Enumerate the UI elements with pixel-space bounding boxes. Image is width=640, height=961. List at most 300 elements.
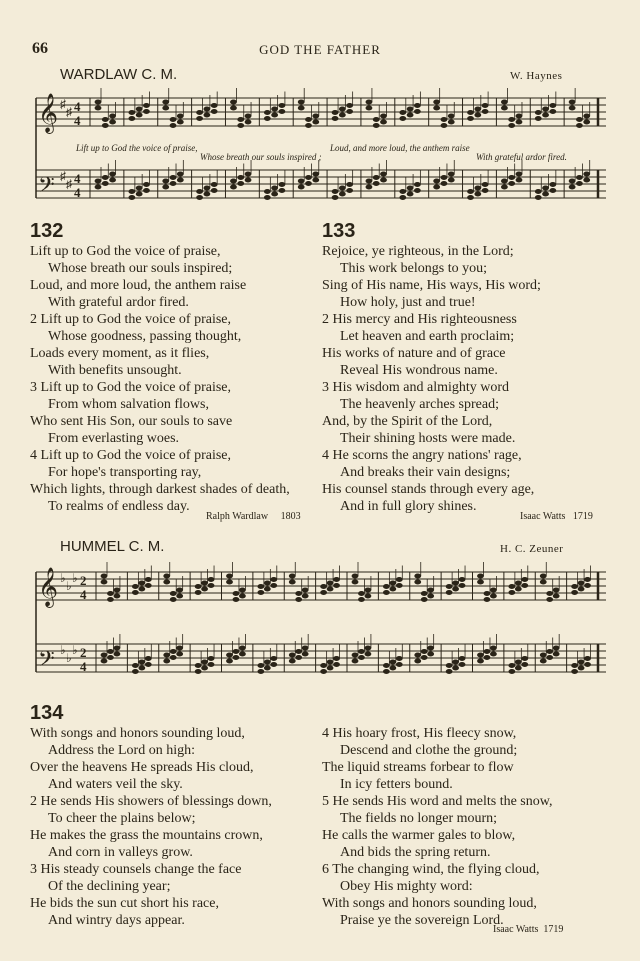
note-head [490, 588, 497, 593]
note-head [170, 181, 177, 186]
note-head [320, 663, 327, 668]
verse-line: Reveal His wondrous name. [340, 363, 498, 378]
note-head [535, 116, 542, 121]
note-head [279, 188, 286, 193]
note-head [102, 175, 109, 180]
note-head [396, 662, 403, 667]
verse-line: He bids the sun cut short his race, [30, 896, 219, 911]
note-head [421, 649, 428, 654]
verse-line: With songs and honors sounding loud, [322, 896, 537, 911]
staff-lyric-left: Lift up to God the voice of praise, [76, 143, 198, 153]
note-head [571, 590, 578, 595]
note-head [366, 179, 373, 184]
time-signature-bottom: 4 [80, 659, 87, 674]
note-head [490, 652, 497, 657]
note-head [339, 192, 346, 197]
note-head [583, 114, 590, 119]
note-head [163, 574, 170, 579]
note-head [407, 192, 414, 197]
note-head [132, 584, 139, 589]
note-head [264, 581, 271, 586]
note-head [128, 195, 135, 200]
verse-line: And waters veil the sky. [48, 777, 183, 792]
note-head [145, 577, 152, 582]
verse-line: 6 The changing wind, the flying cloud, [322, 862, 540, 877]
flat-icon: ♭ [60, 643, 66, 657]
note-head [305, 175, 312, 180]
time-signature-top: 2 [80, 573, 87, 588]
verse-line: His works of nature and of grace [322, 346, 506, 361]
note-head [327, 666, 334, 671]
note-head [414, 580, 421, 585]
note-head [542, 186, 549, 191]
verse-line: Address the Lord on high: [48, 743, 195, 758]
note-head [114, 652, 121, 657]
sharp-icon: ♯ [60, 169, 66, 183]
note-head [576, 181, 583, 186]
note-head [583, 120, 590, 125]
note-head [138, 660, 145, 665]
note-head [521, 583, 528, 588]
note-head [302, 652, 309, 657]
note-head [407, 113, 414, 118]
note-head [298, 179, 305, 184]
note-head [546, 649, 553, 654]
flat-icon: ♭ [72, 643, 78, 657]
note-head [584, 662, 591, 667]
note-head [203, 186, 210, 191]
note-head [327, 581, 334, 586]
verse-line: And in full glory shines. [340, 499, 477, 514]
note-head [414, 109, 421, 114]
note-head [226, 659, 233, 664]
note-head [373, 117, 380, 122]
staff-lyric-mid-a: Loud, and more loud, the anthem raise [330, 143, 470, 153]
note-head [433, 106, 440, 111]
note-head [358, 597, 365, 602]
time-signature-top: 2 [80, 645, 87, 660]
note-head [162, 179, 169, 184]
note-head [542, 113, 549, 118]
note-head [467, 189, 474, 194]
note-head [535, 195, 542, 200]
hymn-134-verses-right [322, 725, 552, 929]
note-head [195, 663, 202, 668]
note-head [264, 666, 271, 671]
note-head [467, 195, 474, 200]
note-head [396, 583, 403, 588]
note-head [264, 660, 271, 665]
note-head [279, 182, 286, 187]
flat-icon: ♭ [66, 651, 72, 665]
note-head [203, 113, 210, 118]
note-head [501, 106, 508, 111]
note-head [271, 107, 278, 112]
verse-line: 4 Lift up to God the voice of praise, [30, 448, 232, 463]
note-head [549, 182, 556, 187]
note-head [195, 590, 202, 595]
note-head [346, 188, 353, 193]
note-head [333, 577, 340, 582]
note-head [448, 120, 455, 125]
verse-line: To cheer the plains below; [48, 811, 196, 826]
note-head [578, 587, 585, 592]
note-head [373, 175, 380, 180]
note-head [107, 649, 114, 654]
note-head [289, 659, 296, 664]
note-head [257, 590, 264, 595]
verse-line: Lift up to God the voice of praise, [30, 244, 221, 259]
note-head [95, 100, 102, 105]
note-head [542, 192, 549, 197]
note-head [414, 653, 421, 658]
note-head [245, 120, 252, 125]
note-head [366, 106, 373, 111]
note-head [365, 588, 372, 593]
note-head [339, 113, 346, 118]
note-head [230, 179, 237, 184]
note-head [414, 103, 421, 108]
music-score-hummel [30, 560, 610, 695]
note-head [109, 120, 116, 125]
note-head [305, 117, 312, 122]
note-head [271, 113, 278, 118]
verse-line: 3 His wisdom and almighty word [322, 380, 510, 395]
note-head [320, 590, 327, 595]
note-head [540, 653, 547, 658]
note-head [208, 577, 215, 582]
sharp-icon: ♯ [60, 97, 66, 111]
note-head [208, 656, 215, 661]
note-head [136, 113, 143, 118]
note-head [201, 660, 208, 665]
note-head [407, 186, 414, 191]
note-head [501, 100, 508, 105]
note-head [298, 106, 305, 111]
verse-line: With grateful ardor fired. [48, 295, 189, 310]
note-head [170, 117, 177, 122]
note-head [414, 574, 421, 579]
note-head [373, 123, 380, 128]
note-head [515, 581, 522, 586]
note-head [399, 116, 406, 121]
note-head [516, 120, 523, 125]
note-head [102, 117, 109, 122]
note-head [177, 178, 184, 183]
note-head [132, 663, 139, 668]
note-head [569, 106, 576, 111]
note-head [576, 123, 583, 128]
note-head [239, 594, 246, 599]
note-head [446, 663, 453, 668]
note-head [380, 114, 387, 119]
time-signature-top: 4 [74, 171, 81, 186]
note-head [163, 659, 170, 664]
note-head [373, 181, 380, 186]
note-head [295, 597, 302, 602]
note-head [145, 583, 152, 588]
verse-line: 3 Lift up to God the voice of praise, [30, 380, 232, 395]
note-head [196, 195, 203, 200]
note-head [239, 652, 246, 657]
verse-line: With benefits unsought. [48, 363, 182, 378]
note-head [358, 649, 365, 654]
note-head [535, 189, 542, 194]
verse-line: 4 He scorns the angry nations' rage, [322, 448, 522, 463]
note-head [346, 182, 353, 187]
note-head [102, 123, 109, 128]
note-head [237, 117, 244, 122]
note-head [312, 172, 319, 177]
note-head [339, 107, 346, 112]
note-head [195, 584, 202, 589]
note-head [474, 107, 481, 112]
note-head [226, 574, 233, 579]
note-head [482, 109, 489, 114]
flat-icon: ♭ [60, 571, 66, 585]
note-head [101, 580, 108, 585]
note-head [346, 109, 353, 114]
note-head [549, 103, 556, 108]
note-head [302, 646, 309, 651]
composer-zeuner: H. C. Zeuner [500, 543, 564, 555]
verse-line: Their shining hosts were made. [340, 431, 516, 446]
note-head [230, 100, 237, 105]
verse-line: Loads every moment, as it flies, [30, 346, 210, 361]
note-head [521, 577, 528, 582]
note-head [501, 185, 508, 190]
verse-line: And wintry days appear. [48, 913, 185, 928]
note-head [162, 106, 169, 111]
note-head [365, 652, 372, 657]
note-head [162, 100, 169, 105]
note-head [177, 120, 184, 125]
note-head [477, 574, 484, 579]
note-head [312, 114, 319, 119]
note-head [501, 179, 508, 184]
note-head [102, 181, 109, 186]
note-head [482, 188, 489, 193]
note-head [508, 181, 515, 186]
verse-line: And bids the spring return. [340, 845, 491, 860]
note-head [196, 110, 203, 115]
note-head [448, 172, 455, 177]
note-head [484, 649, 491, 654]
note-head [279, 109, 286, 114]
note-head [295, 591, 302, 596]
running-head: GOD THE FATHER [259, 42, 381, 57]
note-head [107, 591, 114, 596]
note-head [289, 653, 296, 658]
note-head [553, 652, 560, 657]
verse-line: He calls the warmer gales to blow, [322, 828, 516, 843]
note-head [138, 587, 145, 592]
note-head [327, 660, 334, 665]
verse-line: Which lights, through darkest shades of death, [30, 482, 290, 497]
note-head [107, 597, 114, 602]
note-head [477, 580, 484, 585]
note-head [482, 103, 489, 108]
note-head [101, 574, 108, 579]
verse-line: Praise ye the sovereign Lord. [340, 913, 504, 928]
note-head [195, 669, 202, 674]
note-head [508, 175, 515, 180]
note-head [584, 577, 591, 582]
note-head [508, 117, 515, 122]
note-head [484, 655, 491, 660]
note-head [352, 580, 359, 585]
note-head [569, 100, 576, 105]
note-head [177, 172, 184, 177]
note-head [270, 583, 277, 588]
note-head [421, 591, 428, 596]
note-head [441, 117, 448, 122]
verse-line: And corn in valleys grow. [48, 845, 193, 860]
note-head [237, 123, 244, 128]
note-head [407, 107, 414, 112]
note-head [312, 178, 319, 183]
note-head [521, 656, 528, 661]
note-head [508, 590, 515, 595]
note-head [414, 182, 421, 187]
note-head [446, 669, 453, 674]
bass-clef-icon: 𝄢 [38, 173, 55, 203]
note-head [448, 114, 455, 119]
note-head [346, 103, 353, 108]
note-head [427, 646, 434, 651]
note-head [264, 195, 271, 200]
note-head [576, 117, 583, 122]
note-head [452, 581, 459, 586]
note-head [170, 649, 177, 654]
note-head [441, 181, 448, 186]
note-head [508, 669, 515, 674]
note-head [138, 666, 145, 671]
note-head [380, 172, 387, 177]
note-head [389, 587, 396, 592]
note-head [230, 185, 237, 190]
verse-line: Rejoice, ye righteous, in the Lord; [322, 244, 514, 259]
hymn-number-133: 133 [322, 220, 356, 242]
note-head [389, 666, 396, 671]
note-head [270, 577, 277, 582]
note-head [427, 594, 434, 599]
note-head [230, 106, 237, 111]
verse-line: From everlasting woes. [48, 431, 180, 446]
note-head [365, 594, 372, 599]
note-head [239, 588, 246, 593]
note-head [459, 583, 466, 588]
note-head [474, 113, 481, 118]
note-head [583, 172, 590, 177]
tune-name-wardlaw: WARDLAW C. M. [60, 66, 178, 83]
note-head [95, 106, 102, 111]
note-head [162, 185, 169, 190]
note-head [546, 591, 553, 596]
verse-line: Whose goodness, passing thought, [48, 329, 242, 344]
note-head [143, 188, 150, 193]
note-head [95, 185, 102, 190]
note-head [264, 116, 271, 121]
note-head [170, 175, 177, 180]
note-head [358, 591, 365, 596]
note-head [333, 583, 340, 588]
time-signature-bottom: 4 [80, 587, 87, 602]
note-head [448, 178, 455, 183]
treble-clef-icon: 𝄞 [38, 93, 59, 133]
note-head [201, 581, 208, 586]
note-head [399, 195, 406, 200]
note-head [145, 656, 152, 661]
note-head [333, 656, 340, 661]
note-head [270, 656, 277, 661]
note-head [298, 185, 305, 190]
note-head [177, 114, 184, 119]
note-head [571, 669, 578, 674]
note-head [211, 103, 218, 108]
note-head [270, 662, 277, 667]
verse-line: Let heaven and earth proclaim; [340, 329, 515, 344]
note-head [257, 669, 264, 674]
note-head [332, 110, 339, 115]
bass-clef-icon: 𝄢 [38, 647, 55, 677]
note-head [380, 120, 387, 125]
note-head [257, 584, 264, 589]
note-head [233, 591, 240, 596]
note-head [305, 181, 312, 186]
note-head [396, 577, 403, 582]
verse-line: Over the heavens He spreads His cloud, [30, 760, 254, 775]
verse-line: How holy, just and true! [340, 295, 476, 310]
note-head [264, 587, 271, 592]
note-head [226, 580, 233, 585]
note-head [452, 666, 459, 671]
note-head [578, 666, 585, 671]
note-head [143, 182, 150, 187]
note-head [176, 588, 183, 593]
note-head [233, 649, 240, 654]
note-head [366, 185, 373, 190]
note-head [332, 195, 339, 200]
note-head [399, 110, 406, 115]
note-head [145, 662, 152, 667]
note-head [143, 109, 150, 114]
note-head [540, 574, 547, 579]
note-head [459, 662, 466, 667]
verse-line: Descend and clothe the ground; [340, 743, 518, 758]
verse-line: He makes the grass the mountains crown, [30, 828, 263, 843]
note-head [467, 110, 474, 115]
note-head [484, 591, 491, 596]
note-head [399, 189, 406, 194]
note-head [546, 655, 553, 660]
verse-line: 2 He sends His showers of blessings down, [30, 794, 272, 809]
note-head [196, 189, 203, 194]
note-head [245, 114, 252, 119]
note-head [211, 109, 218, 114]
note-head [211, 182, 218, 187]
note-head [584, 656, 591, 661]
verse-line: 2 His mercy and His righteousness [322, 312, 517, 327]
note-head [380, 178, 387, 183]
note-head [101, 653, 108, 658]
verse-line: Loud, and more loud, the anthem raise [30, 278, 247, 293]
note-head [516, 172, 523, 177]
tune-name-hummel: HUMMEL C. M. [60, 538, 165, 555]
hymn-134-verses-left [30, 725, 272, 929]
note-head [339, 186, 346, 191]
note-head [540, 659, 547, 664]
